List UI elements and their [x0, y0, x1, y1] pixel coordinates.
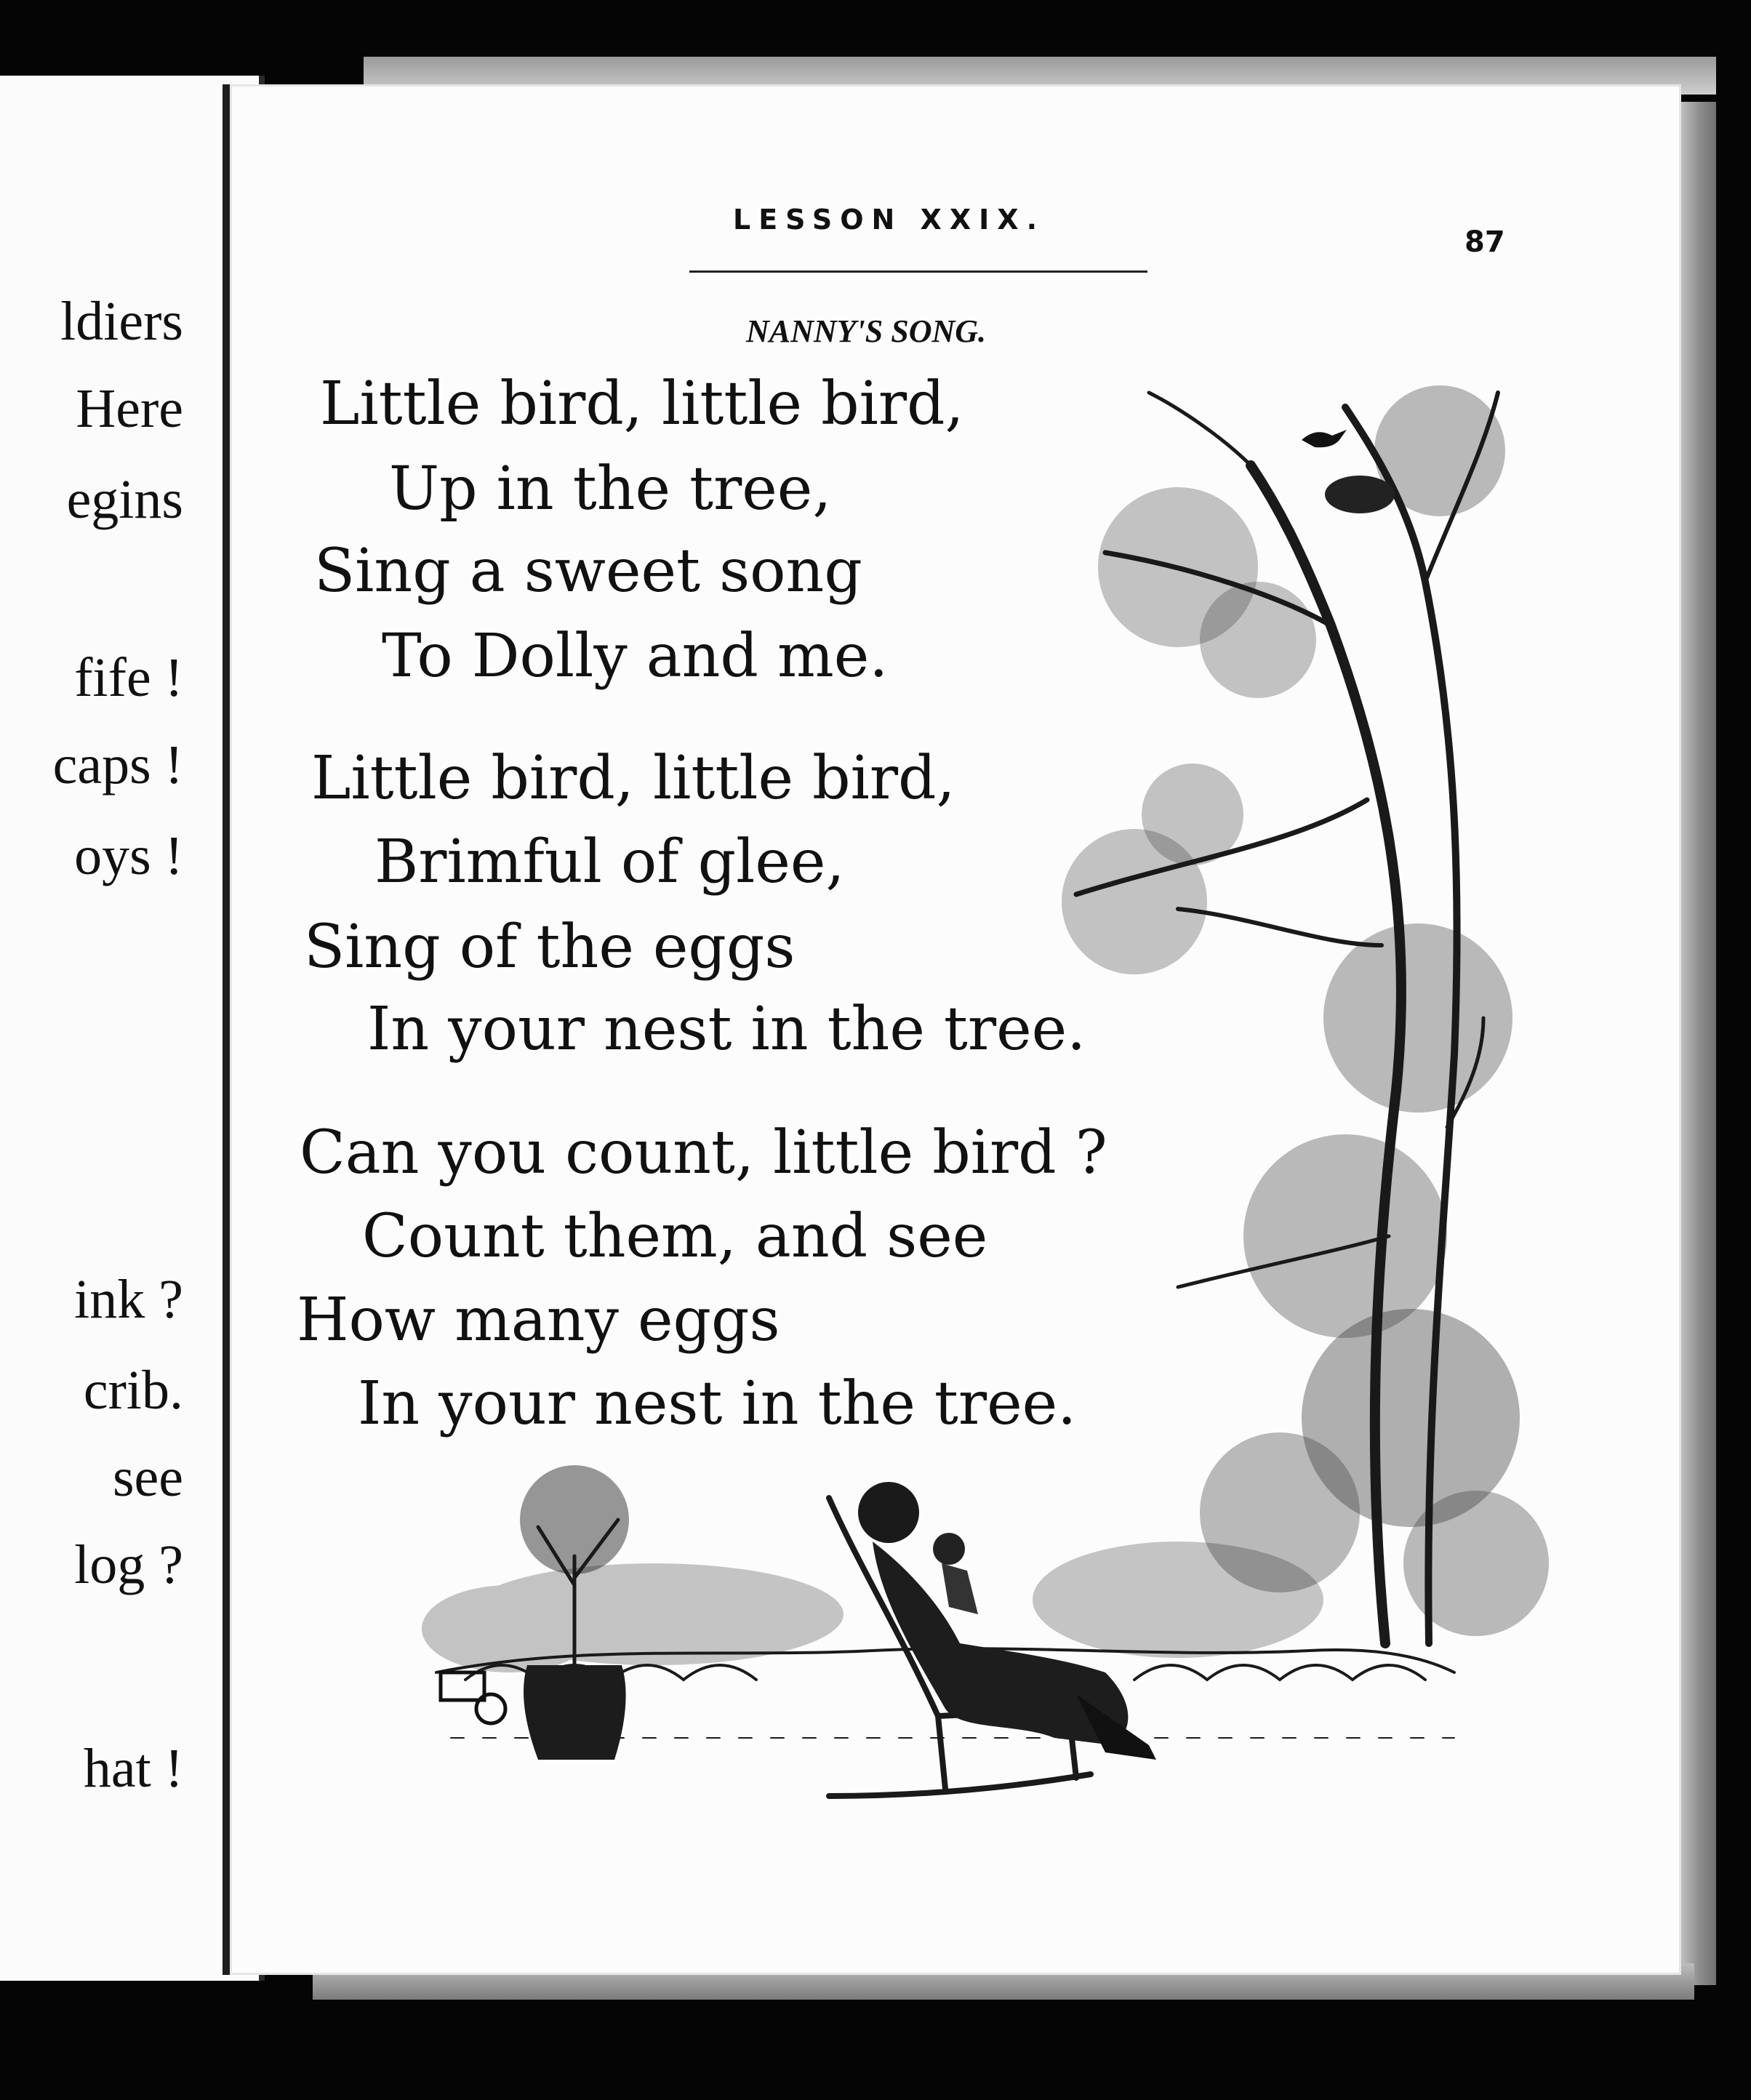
- poem-line: Sing a sweet song: [314, 537, 862, 606]
- heading-rule: [689, 270, 1147, 273]
- poem-line: How many eggs: [297, 1286, 780, 1355]
- lesson-heading: LESSON XXIX.: [733, 204, 1046, 236]
- poem-line: In your nest in the tree.: [358, 1369, 1077, 1438]
- left-text-line: caps !: [52, 734, 183, 795]
- poem-line: Can you count, little bird ?: [300, 1118, 1107, 1187]
- poem-line: Sing of the eggs: [304, 913, 796, 982]
- left-text-line: fife !: [74, 647, 183, 708]
- left-text-line: see: [112, 1447, 183, 1508]
- poem-line: Brimful of glee,: [374, 827, 845, 897]
- left-text-line: ink ?: [74, 1269, 183, 1330]
- left-text-line: log ?: [74, 1534, 183, 1595]
- left-text-line: oys !: [74, 825, 183, 886]
- poem-line: Little bird, little bird,: [311, 744, 955, 813]
- left-text-line: ldiers: [60, 291, 183, 352]
- poem-line: To Dolly and me.: [382, 622, 889, 691]
- left-text-line: egins: [66, 469, 183, 530]
- left-text-line: hat !: [83, 1738, 183, 1799]
- poem-title: NANNY'S SONG.: [746, 313, 987, 349]
- poem-line: Count them, and see: [362, 1202, 988, 1271]
- left-text-line: crib.: [83, 1360, 183, 1421]
- poem-line: In your nest in the tree.: [367, 995, 1086, 1064]
- page-number: 87: [1464, 225, 1505, 259]
- left-text-line: Here: [76, 378, 183, 439]
- poem-line: Little bird, little bird,: [320, 369, 964, 438]
- poem-line: Up in the tree,: [389, 454, 832, 524]
